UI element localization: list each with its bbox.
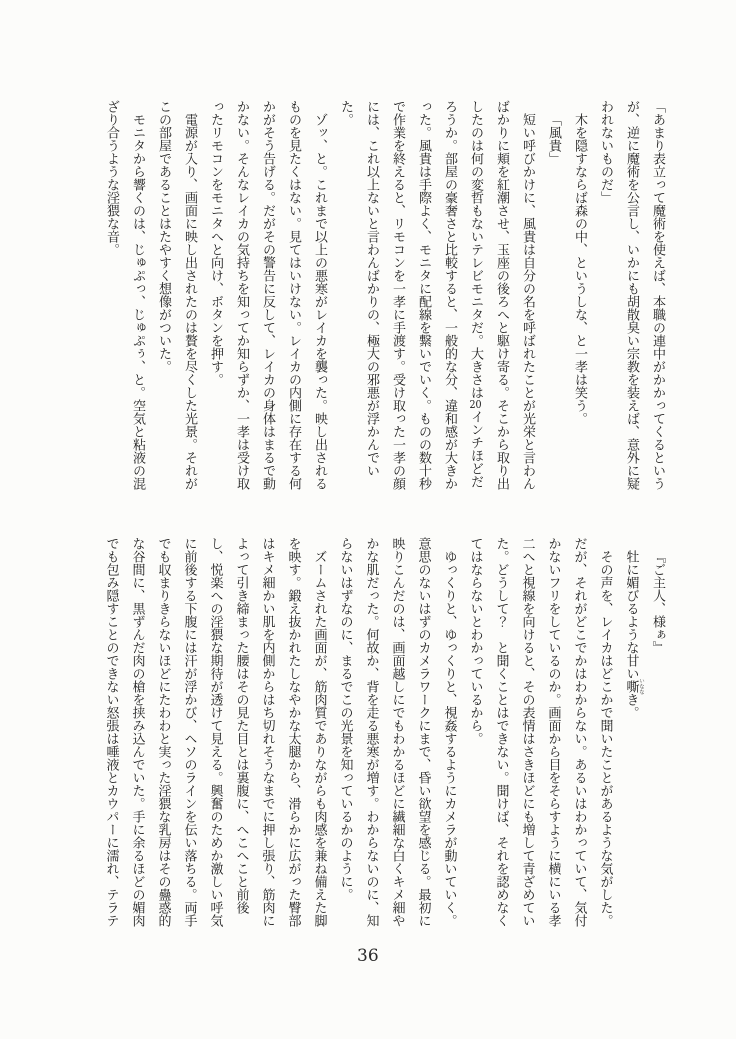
paragraph: ゆっくりと、ゆっくりと、視姦するようにカメラが動いていく。意思のないはずのカメラワークにまで、昏い欲望を感じる。最初に映りこんだのは、画面越しにでもわかるほどに繊細な白くキメ細やかな肌だった。何故か、背を走る悪寒が増す。わからないのに、知らないはずなのに、まるでこの光景を知っているかのように。 [337, 537, 457, 927]
paragraph: 『ご主人、様ぁ』 [650, 550, 665, 654]
paragraph: 「あまり表立って魔術を使えば、本職の連中がかかってくるというが、逆に魔術を公言し、いかにも胡散臭い宗教を装えば、意外に疑われないものだ」 [598, 100, 665, 490]
tate-chu-yoko-number: 20 [469, 399, 482, 410]
paragraph: ズームされた画面が、筋肉質でありながらも肉感を兼ね備えた脚を映す。鍛え抜かれたしなやかな太腿から、滑らかに広がった臀部はキメ細かい肌を内側からはち切れそうなまでに押し張り、筋肉によって引き締まった腰はその見た目とは裏腹に、へこへこと前後し、悦楽への淫猥な期待が透けて見える。興奮のためか激しい呼気に前後する下腹には汗が浮かび、ヘソのラインを伝い落ちる。両手でも収まりきらないほどにたわわと実った淫猥な乳房はその蠱惑的な谷間に、黒ずんだ肉の槍を挟み込んでいた。手に余るほどの媚肉でも包み隠すことのできない怒張は唾液とカウパーに濡れ、テラテ [103, 537, 327, 927]
paragraph: ゾッ、と。これまで以上の悪寒がレイカを襲った。映し出されるものを見たくはない。見てはいけない。レイカの内側に存在する何かがそう告げる。だがその警告に反して、レイカの身体はまるで動かない。そんなレイカの気持ちを知ってか知らずか、一孝は受け取ったリモコンをモニタへと向け、ボタンを押す。 [208, 100, 327, 490]
page-number: 36 [357, 946, 379, 966]
paragraph: 木を隠すならば森の中、というしな、と一孝は笑う。 [572, 113, 587, 425]
text-block-top [98, 100, 670, 494]
paragraph: その声を、レイカはどこかで聞いたことがあるような気がした。だが、それがどこでかはわからない。あるいはわかっていて、気付かないフリをしているのか。画面から目をそらすように横にいる孝二へと視線を向けると、その表情はさきほどにも増して青ざめていた。どうして？ と聞くことはできない。聞けば、それを認めなくてはならないとわかっているから。 [467, 537, 613, 927]
ruby-annotation: 嘶 いなな [623, 678, 644, 695]
paragraph: 電源が入り、画面に映し出されたのは贅を尽くした光景。それがこの部屋であることはたやすく想像がついた。 [156, 100, 197, 490]
text-block-bottom [98, 537, 671, 931]
paragraph: モニタから響くのは、じゅぷっ、じゅぷぅ、と。空気と粘液の混ざり合うような淫猥な音。 [104, 100, 145, 490]
paragraph: 「風貴」 [546, 113, 561, 165]
paragraph: 短い呼びかけに、風貴は自分の名を呼ばれたことが光栄と言わんばかりに頬を紅潮させ、玉座の後ろへと駆け寄る。そこから取り出したのは何の変哲もないテレビモニタだ。大きさは20インチほどだろうか。部屋の豪奢さと比較すると、一般的な分、違和感が大きかった。風貴は手際よく、モニタに配線を繋いでいく。ものの数十秒で作業を終えると、リモコンを一孝に手渡す。受け取った一孝の顔には、これ以上ないと言わんばかりの、極大の邪悪が浮かんでいた。 [338, 100, 535, 490]
paragraph: 牡に媚びるような甘い嘶 いななき。 [623, 550, 644, 719]
